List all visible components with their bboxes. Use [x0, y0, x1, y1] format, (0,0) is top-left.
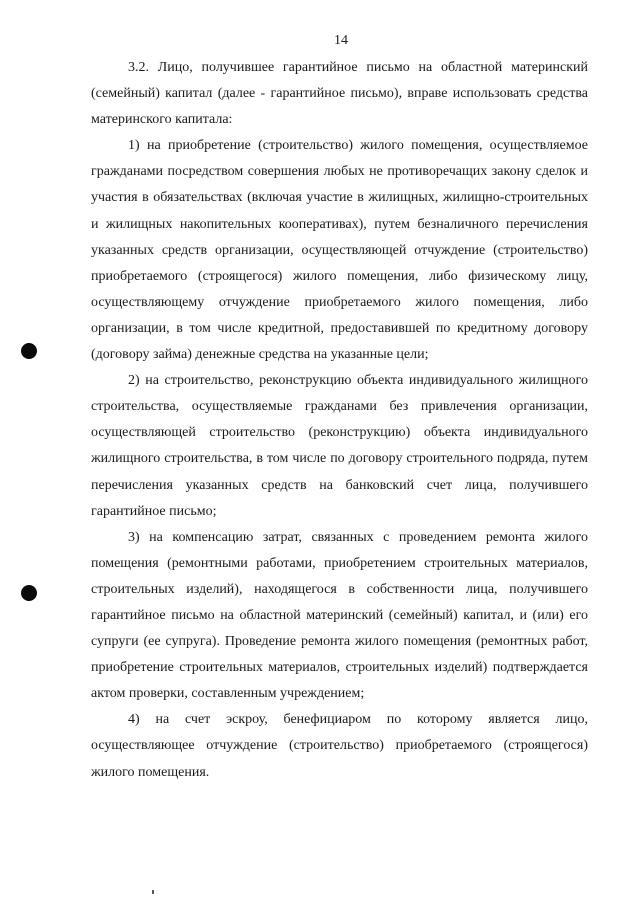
punch-hole-mark	[21, 343, 37, 359]
page-number: 14	[334, 33, 348, 48]
paragraph-item-3: 3) на компенсацию затрат, связанных с проведением ремонта жилого помещения (ремонтными работами, приобретением строительных материалов, строительных изделий), находящегося в собственности лица, получившего гарантийное письмо на областной материнский (семейный) капитал, и (или) его супруги (ее супруга). Проведение ремонта жилого помещения (ремонтных работ, приобретение строительных материалов, строительных изделий) подтверждается актом проверки, составленным учреждением;	[91, 529, 588, 702]
paragraph-intro: 3.2. Лицо, получившее гарантийное письмо на областной материнский (семейный) капитал (далее - гарантийное письмо), вправе использовать средства материнского капитала:	[91, 60, 588, 128]
scan-speck	[152, 890, 154, 894]
punch-hole-mark	[21, 585, 37, 601]
paragraph-item-2: 2) на строительство, реконструкцию объекта индивидуального жилищного строительства, осуществляемые гражданами без привлечения организации, осуществляющей строительство (реконструкцию) объекта индивидуального жилищного строительства, в том числе по договору строительного подряда, путем перечисления указанных средств на банковский счет лица, получившего гарантийное письмо;	[91, 373, 588, 519]
document-body	[91, 55, 588, 786]
paragraph-item-4: 4) на счет эскроу, бенефициаром по которому является лицо, осуществляющее отчуждение (строительство) приобретаемого (строящегося) жилого помещения.	[91, 712, 588, 780]
paragraph-item-1: 1) на приобретение (строительство) жилого помещения, осуществляемое гражданами посредством совершения любых не противоречащих закону сделок и участия в обязательствах (включая участие в жилищных, жилищно-строительных и жилищных накопительных кооперативах), путем безналичного перечисления указанных средств организации, осуществляющей отчуждение (строительство) приобретаемого (строящегося) жилого помещения, либо физическому лицу, осуществляющему отчуждение приобретаемого жилого помещения, либо организации, в том числе кредитной, предоставившей по кредитному договору (договору займа) денежные средства на указанные цели;	[91, 138, 588, 363]
